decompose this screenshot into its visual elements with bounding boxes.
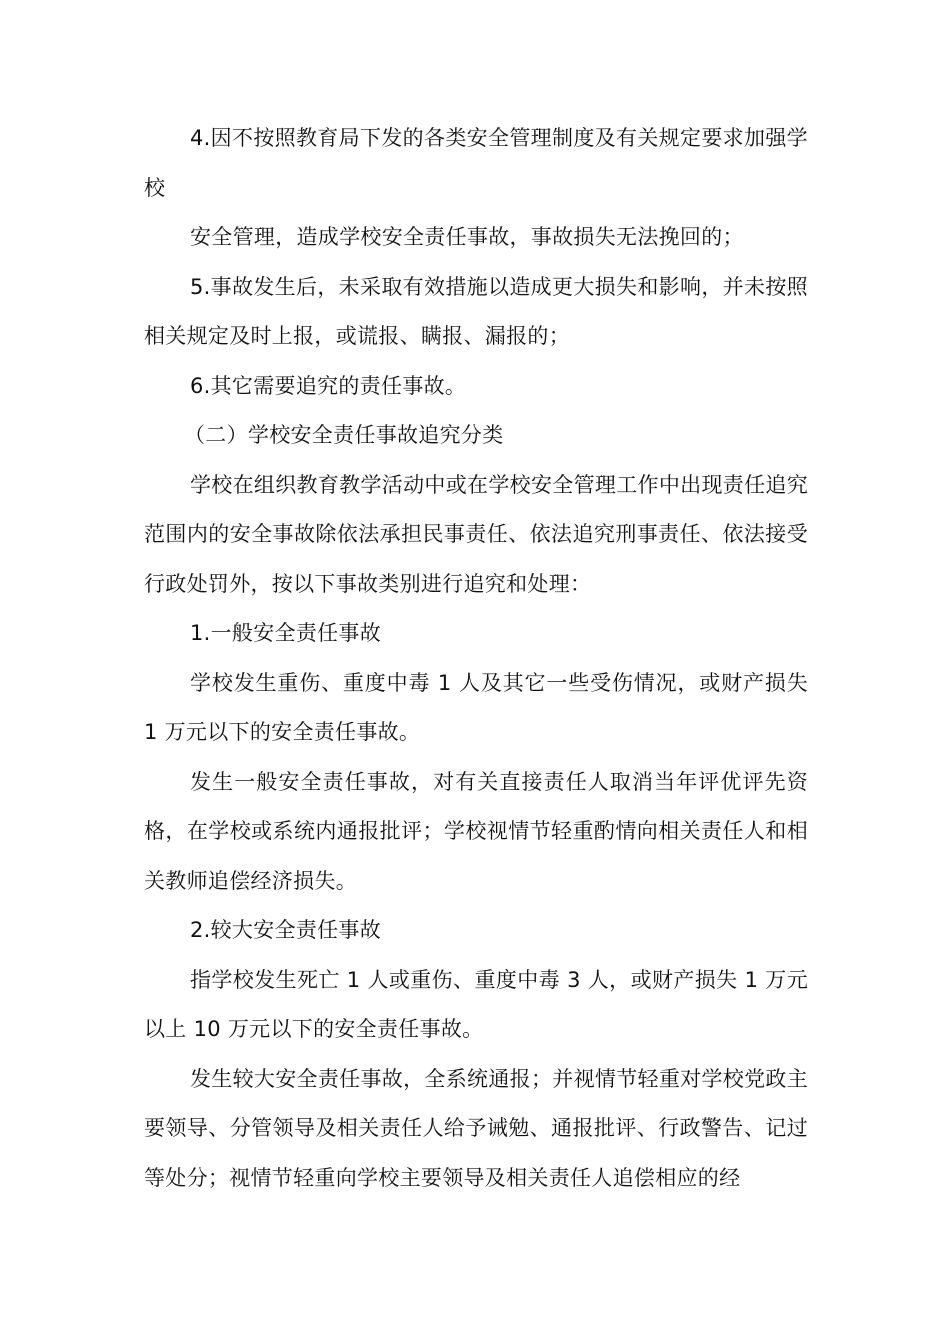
paragraph-item-5: 5.事故发生后，未采取有效措施以造成更大损失和影响，并未按照相关规定及时上报，或谎报、瞒报、漏报的；: [144, 274, 808, 348]
paragraph-major-handling: 发生较大安全责任事故，全系统通报；并视情节轻重对学校党政主要领导、分管领导及相关责任人给予诫勉、通报批评、行政警告、记过等处分；视情节轻重向学校主要领导及相关责任人追偿相应的经: [144, 1066, 808, 1190]
paragraph-item-4-continued: 安全管理，造成学校安全责任事故，事故损失无法挽回的；: [190, 225, 744, 249]
paragraph-general-handling: 发生一般安全责任事故，对有关直接责任人取消当年评优评先资格，在学校或系统内通报批评；学校视情节轻重酌情向相关责任人和相关教师追偿经济损失。: [144, 769, 808, 893]
paragraph-general-definition: 学校发生重伤、重度中毒 1 人及其它一些受伤情况，或财产损失 1 万元以下的安全责任事故。: [144, 670, 808, 744]
paragraph-item-6: 6.其它需要追究的责任事故。: [190, 373, 467, 398]
section-heading-2: （二）学校安全责任事故追究分类: [184, 423, 504, 447]
paragraph-major-definition: 指学校发生死亡 1 人或重伤、重度中毒 3 人，或财产损失 1 万元以上 10 万元以下的安全责任事故。: [144, 967, 808, 1041]
paragraph-intro: 学校在组织教育教学活动中或在学校安全管理工作中出现责任追究范围内的安全事故除依法承担民事责任、依法追究刑事责任、依法接受行政处罚外，按以下事故类别进行追究和处理：: [144, 472, 808, 596]
subheading-major-accident: 2.较大安全责任事故: [190, 918, 382, 942]
subheading-general-accident: 1.一般安全责任事故: [190, 621, 382, 645]
paragraph-item-4: 4.因不按照教育局下发的各类安全管理制度及有关规定要求加强学校: [144, 126, 808, 200]
document-body: [144, 114, 808, 1203]
